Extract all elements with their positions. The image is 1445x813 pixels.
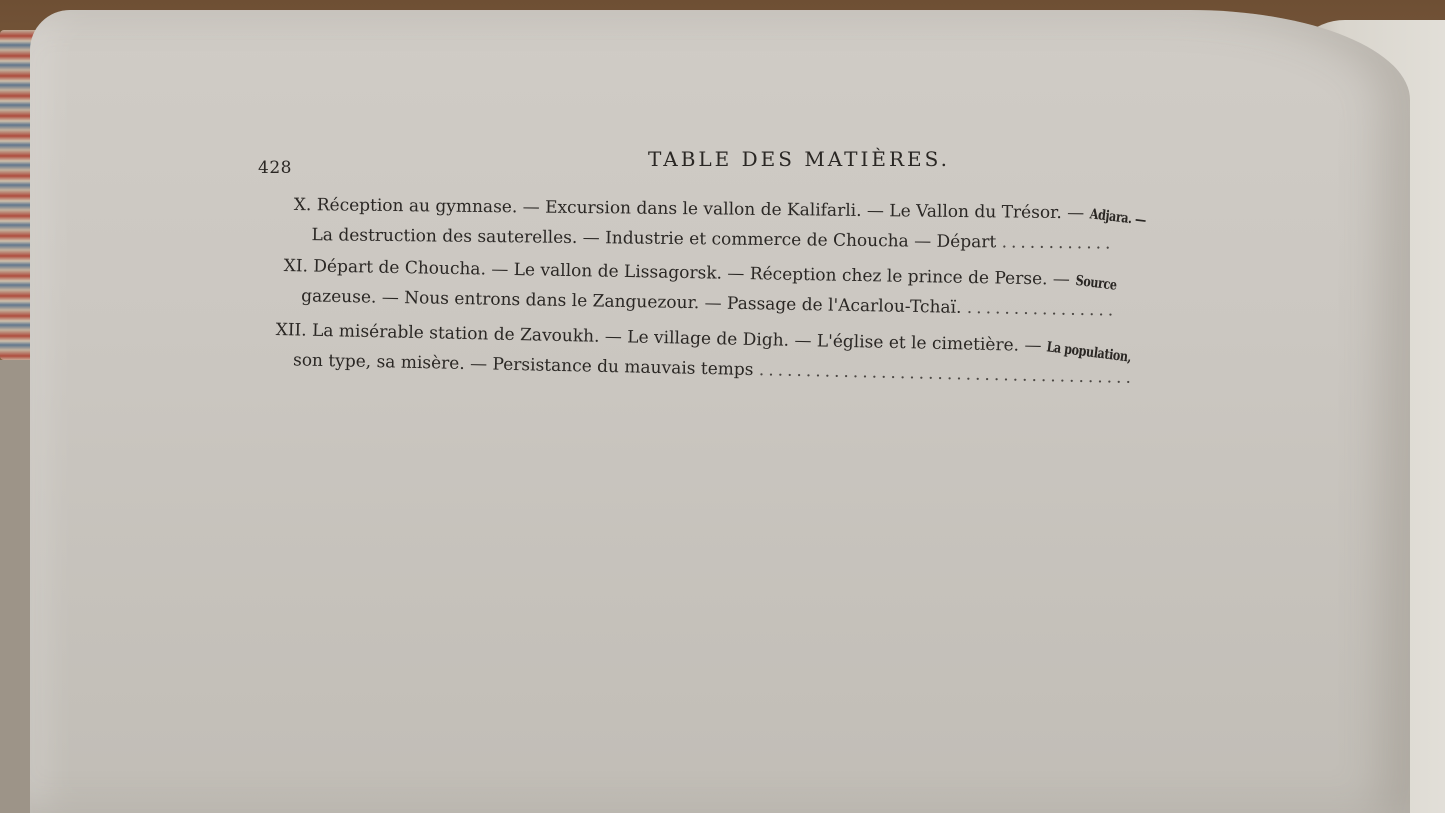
page-number: 428 [258, 158, 292, 178]
dot-leader: ................ [966, 297, 1118, 321]
chapter-number: XII. [275, 319, 307, 341]
dot-leader: ............ [1001, 232, 1115, 254]
toc-entry-xi [283, 252, 1127, 326]
entry-text: son type, sa misère. — Persistance du mauvais temps [292, 350, 754, 381]
entry-text: La misérable station de Zavoukh. — Le village de Digh. — L'église et le cimetière. — [311, 320, 1042, 357]
entry-text: Réception au gymnase. — Excursion dans le vallon de Kalifarli. — Le Vallon du Trésor. — [316, 195, 1085, 224]
chapter-number: XI. [283, 255, 309, 277]
entry-text: Départ de Choucha. — Le vallon de Lissagorsk. — Réception chez le prince de Perse. — [313, 256, 1071, 290]
entry-text: La destruction des sauterelles. — Industrie et commerce de Choucha — Départ [311, 225, 997, 253]
entry-text-tail: Source [1074, 272, 1118, 294]
entry-text-tail: Adjara. — [1088, 206, 1147, 229]
running-head: TABLE DES MATIÈRES. [648, 147, 950, 171]
chapter-number: X. [293, 194, 312, 216]
entry-text: gazeuse. — Nous entrons dans le Zanguezour. — Passage de l'Acarlou-Tchaï. [301, 286, 962, 318]
toc-entry-xii [275, 316, 1154, 393]
toc-entry-x [293, 191, 1160, 259]
entry-text-tail: La population, [1045, 339, 1133, 366]
dot-leader: ........................................ [758, 360, 1136, 389]
